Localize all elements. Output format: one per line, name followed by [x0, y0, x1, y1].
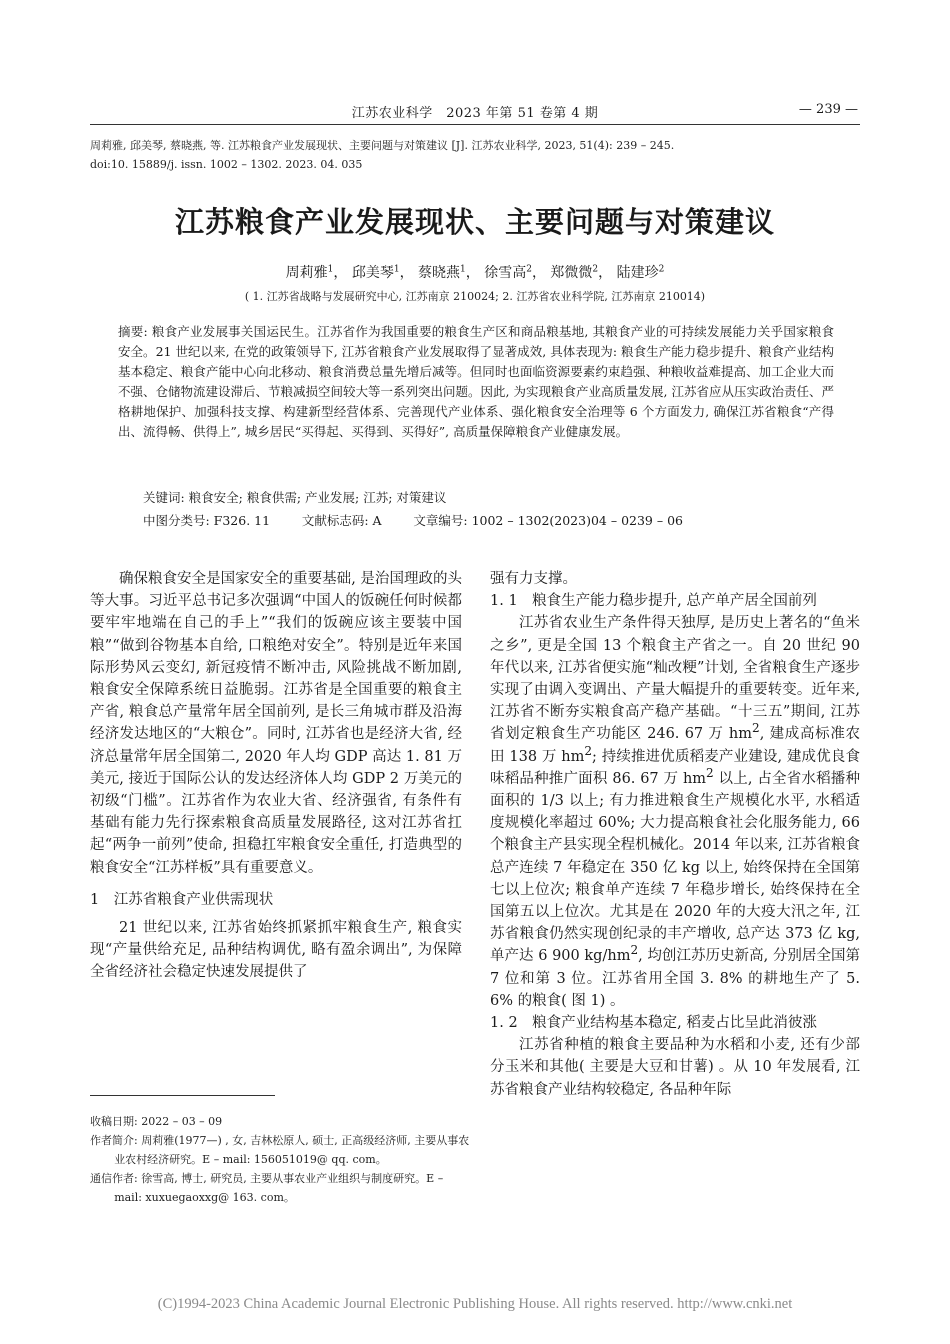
paragraph: 确保粮食安全是国家安全的重要基础, 是治国理政的头等大事。习近平总书记多次强调“中国人的饭碗任何时候都要牢牢地端在自己的手上”“我们的饭碗应该主要装中国粮”“做到谷物基本自给, 口粮绝对安全”。特别是近年来国际形势风云变幻, 新冠疫情不断冲击, 风险挑战不断加剧, 粮食安全保障系统日益脆弱。江苏省是全国重要的粮食主产省, 粮食总产量常年居全国前列, 是长三角城市群及沿海经济发达地区的“大粮仓”。同时, 江苏省也是经济大省, 经济总量常年居全国第二, 2020 年人均 GDP 高达 1. 81 万美元, 接近于国际公认的发达经济体人均 GDP 2 万美元的初级“门槛”。江苏省作为农业大省、经济强省, 有条件有基础有能力先行探索粮食高质量发展路径, 这对江苏省扛起“两争一前列”使命, 担稳扛牢粮食安全重任, 打造典型的粮食安全“江苏样板”具有重要意义。	[90, 571, 462, 876]
paragraph: 江苏省种植的粮食主要品种为水稻和小麦, 还有少部分玉米和其他( 主要是大豆和甘薯) 。从 10 年发展看, 江苏省粮食产业结构较稳定, 各品种年际	[490, 1037, 860, 1098]
author-intro: 作者简介: 周莉雅(1977—) , 女, 吉林松原人, 硕士, 正高级经济师, 主要从事农业农村经济研究。E – mail: 156051019@ qq. com。	[90, 1134, 470, 1166]
paragraph: 江苏省农业生产条件得天独厚, 是历史上著名的“鱼米之乡”, 更是全国 13 个粮食主产省之一。自 20 世纪 90 年代以来, 江苏省便实施“籼改粳”计划, 全省粮食生产逐步实现了由调入变调出、产量大幅提升的重要转变。近年来, 江苏省不断夯实粮食高产稳产基础。“十三五”期间, 江苏省划定粮食生产功能区 246. 67 万 $hm^2$, 建成高标准农田 138 万 $hm^2$; 持续推进优质稻麦产业建设, 建成优良食味稻品种推广面积 86. 67 万 $hm^2$ 以上, 占全省水稻播种面积的 1/3 以上; 有力推进粮食生产规模化水平, 水稻适度规模化率超过 60%; 大力提高粮食社会化服务能力, 66 个粮食主产县实现全程机械化。2014 年以来, 江苏省粮食总产连续 7 年稳定在 350 亿 kg 以上, 始终保持在全国第七以上位次; 粮食单产连续 7 年稳步增长, 始终保持在全国第五以上位次。尤其是在 2020 年的大疫大汛之年, 江苏省粮食仍然实现创纪录的丰产增收, 总产达 373 亿 kg, 单产达 6 900 $kg/hm^2$, 均创江苏历史新高, 分别居全国第 7 位和第 3 位。江苏省用全国 3. 8% 的耕地生产了 5. 6% 的粮食( 图 1) 。	[490, 615, 861, 1009]
classification-line	[143, 511, 843, 529]
author: 邱美琴$^1$	[351, 264, 400, 281]
author: 徐雪高$^2$	[484, 264, 532, 281]
subsection-heading: 1. 2 粮食产业结构基本稳定, 稻麦占比呈此消彼涨	[490, 1015, 817, 1032]
corresponding-author: 通信作者: 徐雪高, 博士, 研究员, 主要从事农业产业组织与制度研究。E – mail: xuxuegaoxxg@ 163. com。	[90, 1172, 444, 1204]
section-heading: 1 江苏省粮食产业供需现状	[90, 891, 274, 908]
footnote-rule	[90, 1095, 275, 1096]
citation-doi: doi:10. 15889/j. issn. 1002 – 1302. 2023. 04. 035	[90, 158, 363, 171]
abstract: 摘要: 粮食产业发展事关国运民生。江苏省作为我国重要的粮食生产区和商品粮基地, 其粮食产业的可持续发展能力关乎国家粮食安全。21 世纪以来, 在党的政策领导下, 江苏省粮食产业发展取得了显著成效, 具体表现为: 粮食生产能力稳步提升、粮食产业结构基本稳定、粮食产能中心向北移动、粮食消费总量先增后减等。但同时也面临资源要素约束趋强、种粮收益难提高、加工企业大而不强、仓储物流建设滞后、节粮减损空间较大等一系列突出问题。因此, 为实现粮食产业高质量发展, 江苏省应从压实政治责任、严格耕地保护、加强科技支撑、构建新型经营体系、完善现代产业体系、强化粮食安全治理等 6 个方面发力, 确保江苏省粮食“产得出、流得畅、供得上”, 城乡居民“买得起、买得到、买得好”, 高质量保障粮食产业健康发展。	[118, 324, 834, 439]
header-rule	[90, 124, 860, 125]
document-code: 文献标志码: A	[301, 513, 382, 528]
body-left-column	[90, 568, 462, 984]
body-right-column	[490, 568, 860, 1101]
page-number: — 239 —	[798, 102, 858, 117]
author: 周莉雅$^1$	[285, 264, 334, 281]
paper-title: 江苏粮食产业发展现状、主要问题与对策建议	[174, 205, 775, 239]
author-list: 周莉雅$^1$， 邱美琴$^1$， 蔡晓燕$^1$， 徐雪高$^2$， 郑微微$^2$， 陆建珍$^2$	[285, 264, 665, 281]
affiliations: ( 1. 江苏省战略与发展研究中心, 江苏南京 210024; 2. 江苏省农业科学院, 江苏南京 210014)	[244, 290, 706, 303]
citation-block	[90, 136, 870, 174]
article-number: 文章编号: 1002 – 1302(2023)04 – 0239 – 06	[413, 513, 683, 528]
author: 郑微微$^2$	[550, 264, 599, 281]
subsection-heading: 1. 1 粮食生产能力稳步提升, 总产单产居全国前列	[490, 593, 817, 610]
paragraph: 21 世纪以来, 江苏省始终抓紧抓牢粮食生产, 粮食实现“产量供给充足, 品种结构调优, 略有盈余调出”, 为保障全省经济社会稳定快速发展提供了	[90, 920, 462, 981]
citation-reference: 周莉雅, 邱美琴, 蔡晓燕, 等. 江苏粮食产业发展现状、主要问题与对策建议 [J]. 江苏农业科学, 2023, 51(4): 239 – 245.	[90, 139, 675, 152]
footnotes	[90, 1112, 470, 1207]
journal-header: 江苏农业科学 2023 年第 51 卷第 4 期	[351, 106, 599, 121]
author: 蔡晓燕$^1$	[418, 264, 466, 281]
paragraph-continuation: 强有力支撑。	[490, 571, 577, 587]
clc-number: 中图分类号: F326. 11	[143, 513, 271, 528]
received-date: 收稿日期: 2022 – 03 – 09	[90, 1115, 223, 1128]
copyright-footer: (C)1994-2023 China Academic Journal Electronic Publishing House. All rights reserved. http://www.cnki.net	[157, 1296, 793, 1312]
author: 陆建珍$^2$	[616, 264, 665, 281]
keywords: 关键词: 粮食安全; 粮食供需; 产业发展; 江苏; 对策建议	[143, 490, 447, 505]
